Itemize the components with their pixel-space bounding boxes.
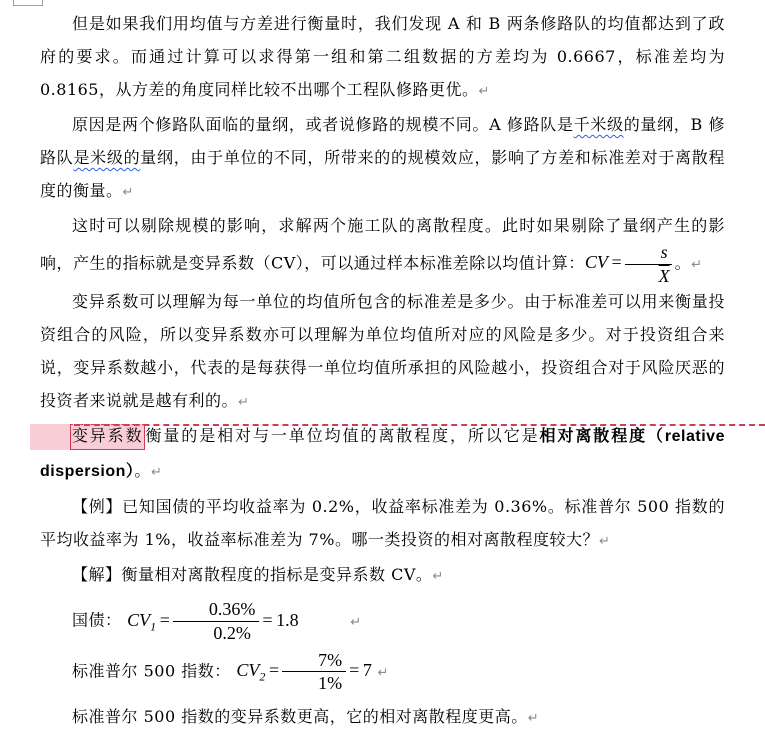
paragraph-text: 量纲，由于单位的不同，所带来的的规模效应，影响了方差和标准差对于离散程度的衡量。 [40, 148, 725, 200]
comment-anchor-text[interactable]: 变异系数 [70, 424, 146, 450]
fraction-numerator: 0.36% [173, 599, 260, 622]
equals-sign: = [349, 660, 360, 681]
paragraph-text: 【解】衡量相对离散程度的指标是变异系数 CV。 [72, 565, 433, 585]
bold-term: 相对离散程度（relative dispersion） [40, 428, 725, 481]
comment-highlight-indent [30, 424, 70, 450]
paragraph-highlighted [40, 419, 725, 490]
formula-cv1 [40, 599, 725, 643]
paragraph-text: 的量纲，B 修路队 [40, 115, 725, 167]
formula-cv2 [40, 650, 725, 694]
paragraph-text: 。 [134, 463, 151, 481]
fraction-denominator: 0.2% [213, 623, 251, 644]
paragraph-text: 标准普尔 500 指数的变异系数更高，它的相对离散程度更高。 [72, 707, 528, 727]
paragraph-mark: ↵ [432, 569, 444, 585]
equals-sign: = [268, 660, 280, 681]
paragraph-1 [40, 7, 725, 108]
equals-sign: = [159, 609, 170, 630]
paragraph-mark: ↵ [598, 534, 610, 550]
paragraph-text: 。 [674, 253, 692, 273]
formula-result: 1.8 [276, 609, 299, 630]
cv1-expression [127, 599, 299, 644]
paragraph-text: 【例】已知国债的平均收益率为 0.2%，收益率标准差为 0.36%。标准普尔 500 指数的平均收益率为 1%，收益率标准差为 7%。哪一类投资的相对离散程度较大？ [40, 497, 725, 550]
equals-sign: = [262, 609, 273, 630]
paragraph-conclusion [40, 700, 725, 735]
paragraph-mark: ↵ [150, 465, 162, 481]
equals-sign: = [611, 252, 622, 273]
fraction [625, 242, 672, 286]
paragraph-solution [40, 558, 725, 593]
page-edge-artifact [13, 0, 43, 6]
comment-anchor-line [74, 424, 765, 426]
paragraph-3 [40, 209, 725, 286]
paragraph-text: 衡量的是相对与一单位均值的离散程度，所以它是 [145, 428, 540, 446]
formula-variable: CV [584, 252, 608, 273]
paragraph-mark: ↵ [122, 185, 134, 200]
formula-variable: CV [236, 660, 260, 681]
spellcheck-underlined-text: 是米级的 [73, 148, 141, 167]
fraction-denominator: X [658, 265, 670, 286]
formula-subscript: 1 [150, 619, 157, 634]
cv2-expression [236, 649, 372, 694]
paragraph-2 [40, 108, 725, 209]
formula-label: 国债： [72, 610, 122, 630]
paragraph-4 [40, 286, 725, 419]
paragraph-mark: ↵ [478, 84, 490, 99]
paragraph-mark: ↵ [691, 257, 703, 273]
cv-formula [584, 242, 675, 286]
fraction-denominator: 1% [318, 673, 343, 694]
paragraph-example [40, 490, 725, 558]
paragraph-text: 但是如果我们用均值与方差进行衡量时，我们发现 A 和 B 两条修路队的均值都达到了政府的要求。而通过计算可以求得第一组和第二组数据的方差均为 0.6667，标准差均为 0.8165，从方差的角度同样比较不出哪个工程队修路更优。 [40, 14, 725, 99]
fraction [173, 599, 260, 643]
paragraph-mark: ↵ [238, 395, 249, 411]
fraction [282, 650, 346, 694]
paragraph-mark: ↵ [527, 711, 539, 727]
paragraph-text: 原因是两个修路队面临的量纲，或者说修路的规模不同。A 修路队是 [72, 115, 574, 134]
formula-subscript: 2 [259, 669, 266, 684]
formula-variable: CV [127, 609, 151, 630]
paragraph-text: 这时可以剔除规模的影响，求解两个施工队的离散程度。此时如果剔除了量纲产生的影响，产生的指标就是变异系数（CV），可以通过样本标准差除以均值计算： [40, 216, 725, 273]
paragraph-mark: ↵ [377, 665, 389, 681]
paragraph-text: 变异系数可以理解为每一单位的均值所包含的标准差是多少。由于标准差可以用来衡量投资组合的风险，所以变异系数亦可以理解为单位均值所对应的风险是多少。对于投资组合来说，变异系数越小，代表的是每获得一单位均值所承担的风险越小，投资组合对于风险厌恶的投资者来说就是越有利的。 [40, 294, 725, 411]
formula-label: 标准普尔 500 指数： [72, 661, 231, 681]
formula-result: 7 [362, 660, 372, 681]
fraction-numerator: s [625, 242, 672, 265]
paragraph-mark: ↵ [350, 614, 362, 630]
fraction-numerator: 7% [282, 650, 346, 673]
spellcheck-underlined-text: 千米级 [573, 115, 624, 134]
